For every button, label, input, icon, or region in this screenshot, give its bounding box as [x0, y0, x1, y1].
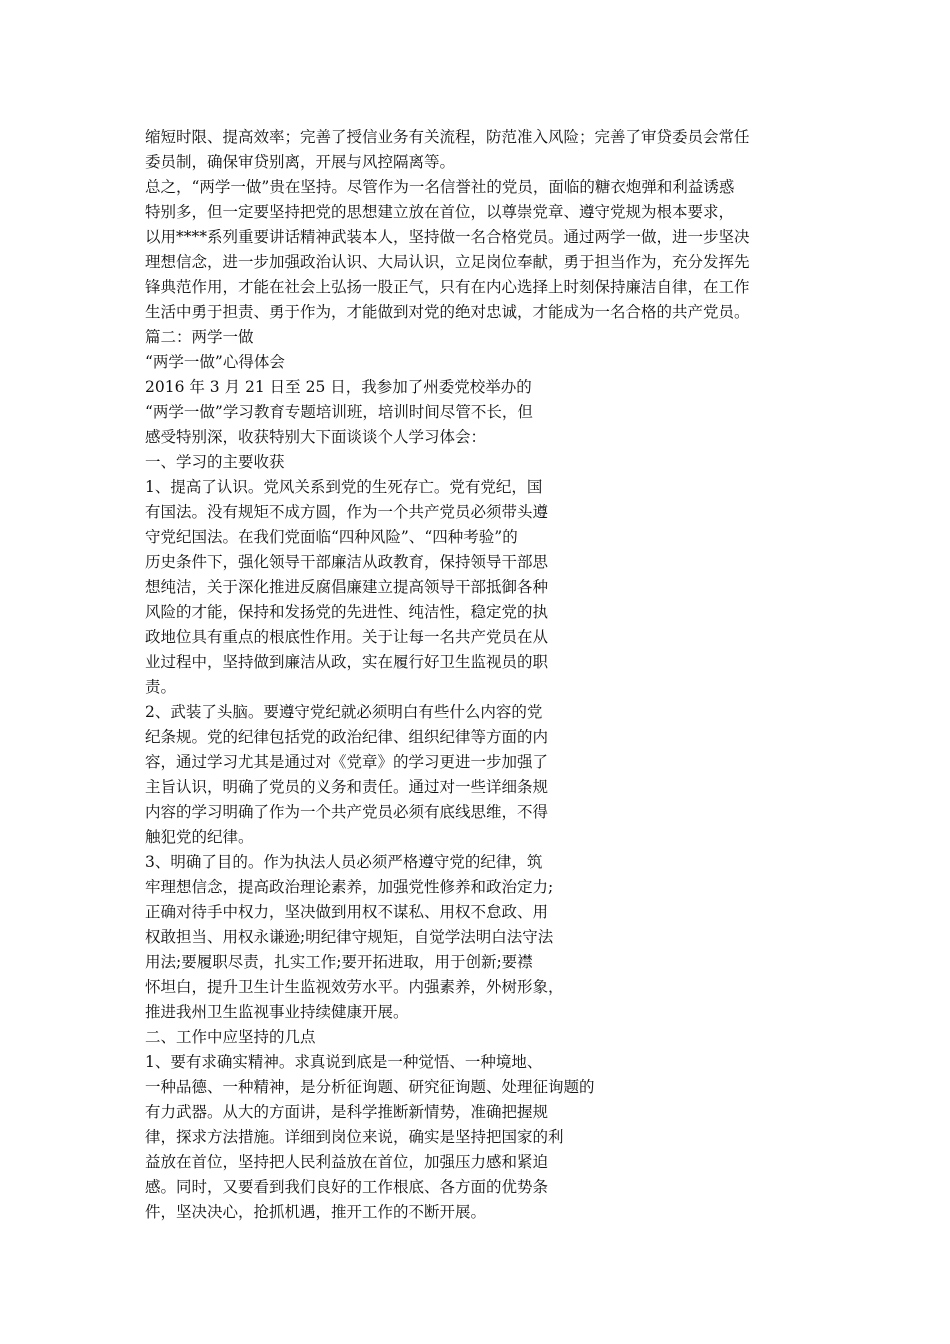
text-line: 想纯洁，关于深化推进反腐倡廉建立提高领导干部抵御各种 — [145, 578, 549, 596]
text-line: 锋典范作用，才能在社会上弘扬一股正气，只有在内心选择上时刻保持廉洁自律，在工作 — [145, 278, 750, 296]
text-line: 有力武器。从大的方面讲，是科学推断新情势，准确把握规 — [145, 1103, 549, 1121]
text-line: 生活中勇于担责、勇于作为，才能做到对党的绝对忠诚，才能成为一名合格的共产党员。 — [145, 303, 750, 321]
text-line: 内容的学习明确了作为一个共产党员必须有底线思维，不得 — [145, 803, 549, 821]
text-line: 特别多，但一定要坚持把党的思想建立放在首位，以尊崇党章、遵守党规为根本要求， — [145, 203, 735, 221]
text-line: 2、武装了头脑。要遵守党纪就必须明白有些什么内容的党 — [145, 703, 543, 721]
text-line: 容，通过学习尤其是通过对《党章》的学习更进一步加强了 — [145, 753, 549, 771]
text-line: 纪条规。党的纪律包括党的政治纪律、组织纪律等方面的内 — [145, 728, 549, 746]
text-line: 一种品德、一种精神，是分析征询题、研究征询题、处理征询题的 — [145, 1078, 595, 1096]
text-line: 业过程中，坚持做到廉洁从政，实在履行好卫生监视员的职 — [145, 653, 549, 671]
section-heading: 篇二：两学一做 — [145, 328, 254, 346]
text-line: 正确对待手中权力，坚决做到用权不谋私、用权不怠政、用 — [145, 903, 549, 921]
text-line: 怀坦白，提升卫生计生监视效劳水平。内强素养，外树形象， — [145, 978, 564, 996]
text-line: 2016 年 3 月 21 日至 25 日，我参加了州委党校举办的 — [145, 378, 532, 396]
text-line: 历史条件下，强化领导干部廉洁从政教育，保持领导干部思 — [145, 553, 549, 571]
subsection-heading: 二、工作中应坚持的几点 — [145, 1028, 316, 1046]
text-line: 理想信念，进一步加强政治认识、大局认识，立足岗位奉献，勇于担当作为，充分发挥先 — [145, 253, 750, 271]
text-line: 1、提高了认识。党风关系到党的生死存亡。党有党纪，国 — [145, 478, 543, 496]
text-line: 政地位具有重点的根底性作用。关于让每一名共产党员在从 — [145, 628, 549, 646]
text-line: 风险的才能，保持和发扬党的先进性、纯洁性，稳定党的执 — [145, 603, 549, 621]
text-line: 律，探求方法措施。详细到岗位来说，确实是坚持把国家的利 — [145, 1128, 564, 1146]
text-line: 委员制，确保审贷别离，开展与风控隔离等。 — [145, 153, 456, 171]
text-line: 3、明确了目的。作为执法人员必须严格遵守党的纪律，筑 — [145, 853, 543, 871]
text-line: 权敢担当、用权永谦逊;明纪律守规矩，自觉学法明白法守法 — [145, 928, 554, 946]
text-line: 用法;要履职尽责，扎实工作;要开拓进取，用于创新;要襟 — [145, 953, 533, 971]
text-line: 总之，“两学一做”贵在坚持。尽管作为一名信誉社的党员，面临的糖衣炮弹和利益诱惑 — [145, 178, 735, 196]
text-line: 推进我州卫生监视事业持续健康开展。 — [145, 1003, 409, 1021]
text-line: 感。同时，又要看到我们良好的工作根底、各方面的优势条 — [145, 1178, 549, 1196]
text-line: 以用****系列重要讲话精神武装本人，坚持做一名合格党员。通过两学一做，进一步坚决 — [145, 228, 750, 246]
text-line: 责。 — [145, 678, 177, 696]
text-line: 缩短时限、提高效率；完善了授信业务有关流程，防范准入风险；完善了审贷委员会常任 — [145, 128, 750, 146]
text-line: 守党纪国法。在我们党面临“四种风险”、“四种考验”的 — [145, 528, 518, 546]
text-line: 主旨认识，明确了党员的义务和责任。通过对一些详细条规 — [145, 778, 549, 796]
text-line: 1、要有求确实精神。求真说到底是一种觉悟、一种境地、 — [145, 1053, 543, 1071]
article-title: “两学一做”心得体会 — [145, 353, 285, 371]
text-line: 牢理想信念，提高政治理论素养，加强党性修养和政治定力; — [145, 878, 554, 896]
text-line: 益放在首位，坚持把人民利益放在首位，加强压力感和紧迫 — [145, 1153, 549, 1171]
text-line: “两学一做”学习教育专题培训班，培训时间尽管不长，但 — [145, 403, 533, 421]
text-line: 有国法。没有规矩不成方圆，作为一个共产党员必须带头遵 — [145, 503, 549, 521]
subsection-heading: 一、学习的主要收获 — [145, 453, 285, 471]
text-line: 件，坚决决心，抢抓机遇，推开工作的不断开展。 — [145, 1203, 487, 1221]
text-line: 感受特别深，收获特别大下面谈谈个人学习体会： — [145, 428, 487, 446]
text-line: 触犯党的纪律。 — [145, 828, 254, 846]
